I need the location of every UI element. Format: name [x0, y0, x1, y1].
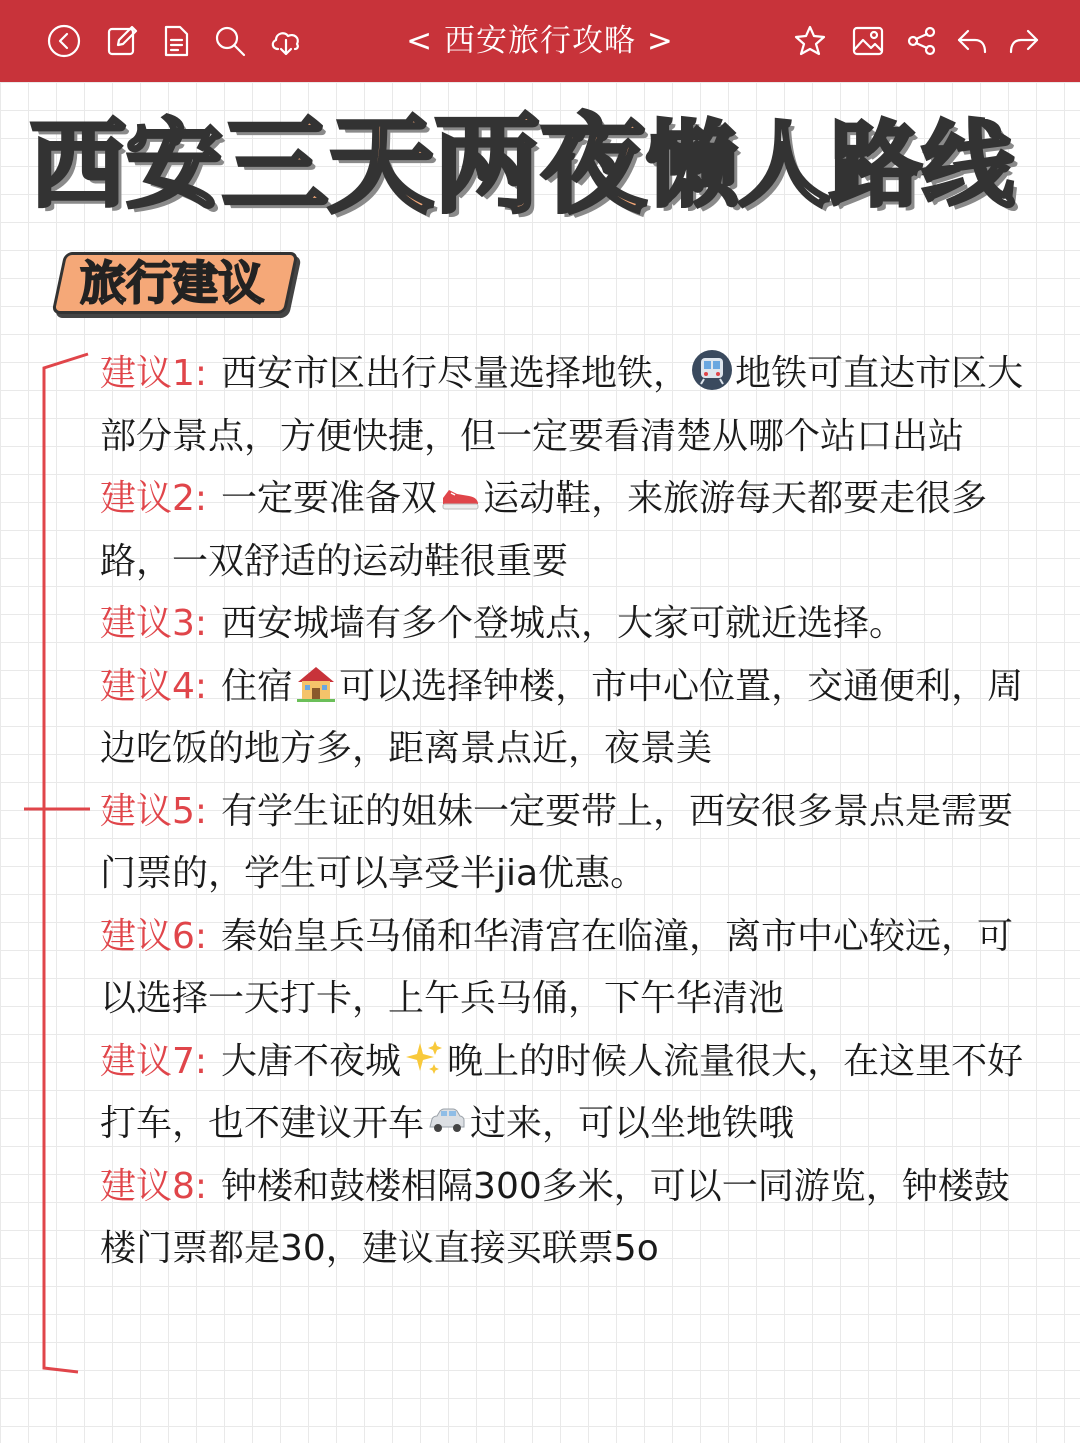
undo-icon[interactable] [954, 23, 990, 59]
advice-label: 建议3: [100, 603, 208, 644]
advice-item [100, 1156, 1040, 1281]
document-icon[interactable] [158, 23, 194, 59]
advice-text: 大唐不夜城 [221, 1040, 402, 1082]
star-icon[interactable] [792, 23, 828, 59]
advice-text: 一定要准备双 [221, 478, 438, 519]
advice-item [100, 781, 1040, 906]
advice-label: 建议2: [100, 478, 208, 519]
advice-label: 建议8: [100, 1165, 208, 1207]
advice-text: 西安城墙有多个登城点，大家可就近选择。 [221, 603, 906, 644]
advice-text: 地铁可直达市区大部分景点，方便快捷，但一定要看清楚从哪个站口出站 [100, 353, 1024, 457]
sparkles-icon [403, 1037, 445, 1079]
download-icon[interactable] [268, 23, 304, 59]
advice-item [100, 1031, 1040, 1156]
page-title: < 西安旅行攻略 > [406, 23, 674, 59]
advice-label: 建议6: [100, 915, 208, 957]
advice-text: 晚上的时候人流量很大，在这里不好打车，也不建议开车 [100, 1040, 1024, 1144]
advice-text: 钟楼和鼓楼相隔300多米，可以一同游览，钟楼鼓楼门票都是30，建议直接买联票5o [100, 1165, 1010, 1269]
bracket-decoration [20, 350, 90, 1380]
metro-icon [691, 349, 733, 391]
advice-item [100, 343, 1040, 468]
car-icon [426, 1099, 468, 1141]
heading-route: 懒人路线 [646, 111, 1015, 219]
top-toolbar [0, 0, 1080, 82]
house-icon [295, 662, 337, 704]
advice-item [100, 593, 1040, 656]
search-icon[interactable] [212, 23, 248, 59]
advice-item [100, 656, 1040, 781]
sneaker-icon [439, 474, 481, 516]
heading-city: 西安 [30, 108, 222, 221]
advice-label: 建议7: [100, 1040, 208, 1082]
section-tag-label: 旅行建议 [80, 256, 264, 310]
advice-label: 建议4: [100, 665, 208, 707]
advice-item [100, 468, 1040, 593]
advice-text: 住宿 [221, 665, 294, 707]
share-icon[interactable] [904, 23, 940, 59]
advice-text: 可以选择钟楼，市中心位置，交通便利，周边吃饭的地方多，距离景点近，夜景美 [100, 665, 1024, 769]
advice-item [100, 906, 1040, 1031]
image-icon[interactable] [850, 23, 886, 59]
advice-text: 秦始皇兵马俑和华清宫在临潼，离市中心较远，可以选择一天打卡，上午兵马俑，下午华清池 [100, 915, 1014, 1019]
advice-text: 运动鞋，来旅游每天都要走很多路，一双舒适的运动鞋很重要 [100, 478, 988, 582]
redo-icon[interactable] [1006, 23, 1042, 59]
back-icon[interactable] [46, 23, 82, 59]
advice-text: 过来，可以坐地铁哦 [470, 1103, 795, 1144]
advice-text: 西安市区出行尽量选择地铁， [221, 353, 690, 394]
advice-label: 建议5: [100, 790, 208, 832]
advice-list [100, 343, 1040, 1281]
advice-label: 建议1: [100, 353, 208, 394]
advice-text: 有学生证的姐妹一定要带上，西安很多景点是需要门票的，学生可以享受半jia优惠。 [100, 790, 1014, 894]
main-heading [30, 100, 1060, 230]
heading-duration: 三天两夜 [222, 102, 646, 227]
edit-icon[interactable] [104, 23, 140, 59]
